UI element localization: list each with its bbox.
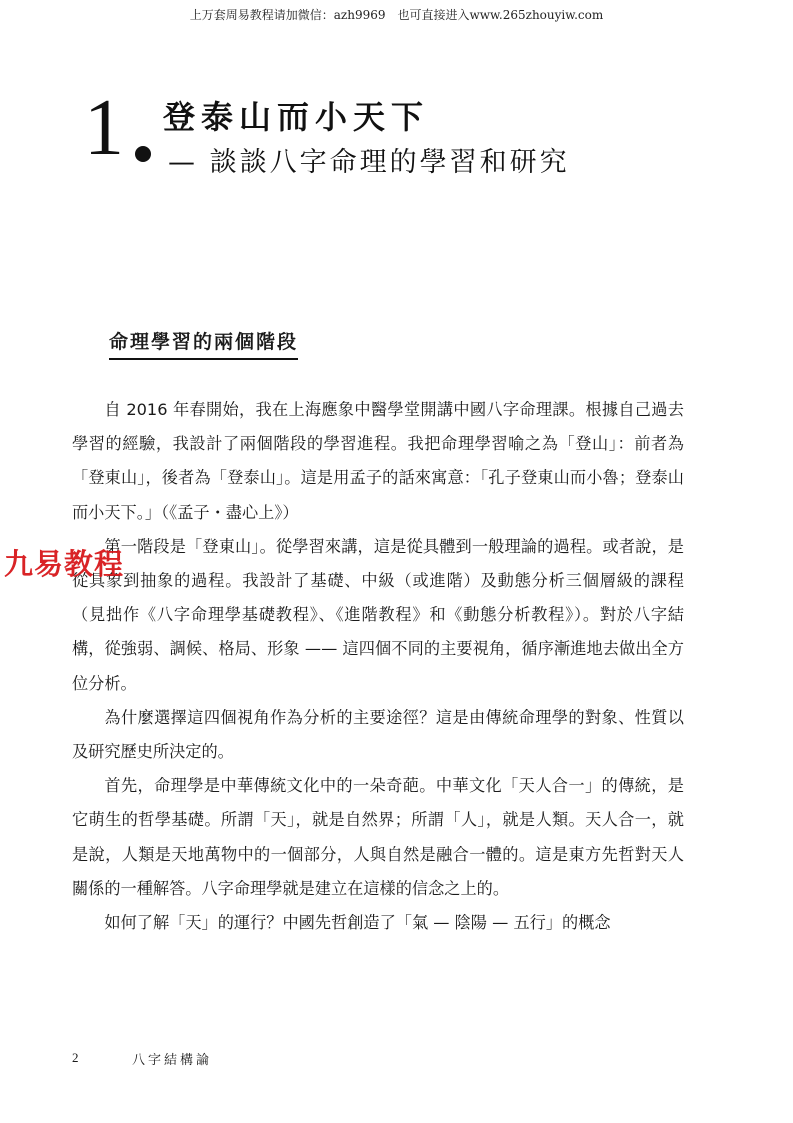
chapter-number: 1 (84, 84, 124, 172)
paragraph-1: 自 2016 年春開始，我在上海應象中醫學堂開講中國八字命理課。根據自己過去學習的經驗，我設計了兩個階段的學習進程。我把命理學習喻之為「登山」：前者為「登東山」，後者為「登泰山」。這是用孟子的話來寓意：「孔子登東山而小魯；登泰山而小天下。」（《孟子・盡心上》） (72, 400, 684, 522)
chapter-number-dot (135, 146, 151, 162)
paragraph-5: 如何了解「天」的運行？中國先哲創造了「氣 — 陰陽 — 五行」的概念 (104, 913, 611, 933)
footer-book-title: 八字結構論 (132, 1053, 213, 1068)
watermark-stamp: 九易教程 (4, 547, 125, 581)
paragraph-2: 第一階段是「登東山」。從學習來講，這是從具體到一般理論的過程。或者說，是從具象到抽象的過程。我設計了基礎、中級（或進階）及動態分析三個層級的課程（見拙作《八字命理學基礎教程》、《進階教程》和《動態分析教程》）。對於八字結構，從強弱、調候、格局、形象 —— 這四個不同的主要視角，循序漸進地去做出全方位分析。 (72, 536, 684, 693)
page-number: 2 (72, 1050, 79, 1065)
body-text (72, 393, 684, 940)
chapter-title: 登泰山而小天下 (163, 98, 430, 136)
section-heading: 命理學習的兩個階段 (109, 327, 298, 360)
paragraph-4: 首先，命理學是中華傳統文化中的一朵奇葩。中華文化「天人合一」的傳統，是它萌生的哲學基礎。所謂「天」，就是自然界；所謂「人」，就是人類。天人合一，就是說，人類是天地萬物中的一個部分，人與自然是融合一體的。這是東方先哲對天人關係的一種解答。八字命理學就是建立在這樣的信念之上的。 (72, 776, 684, 898)
chapter-subtitle: — 談談八字命理的學習和研究 (168, 147, 570, 178)
paragraph-3: 為什麼選擇這四個視角作為分析的主要途徑？這是由傳統命理學的對象、性質以及研究歷史所決定的。 (72, 707, 684, 762)
header-note: 上万套周易教程请加微信：azh9969 也可直接进入www.265zhouyiw.com (189, 8, 604, 22)
